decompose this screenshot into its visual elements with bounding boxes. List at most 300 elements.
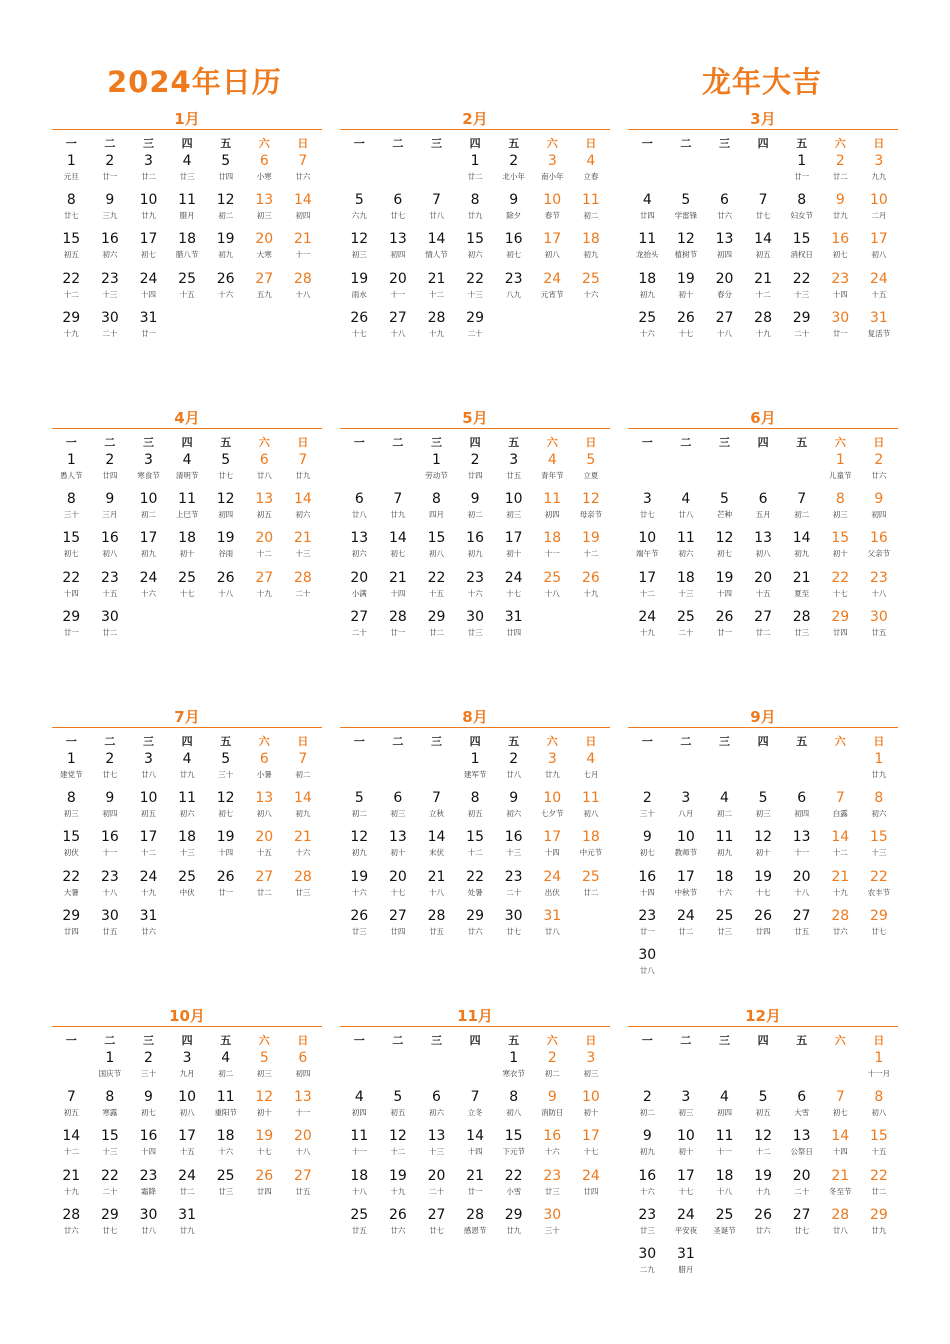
- day-cell[interactable]: [667, 230, 706, 261]
- day-cell[interactable]: [379, 270, 418, 301]
- day-cell[interactable]: [533, 1088, 572, 1119]
- day-cell[interactable]: [572, 1167, 611, 1198]
- day-cell[interactable]: [860, 270, 899, 301]
- day-cell[interactable]: [821, 270, 860, 301]
- day-cell[interactable]: [860, 750, 899, 781]
- day-cell[interactable]: [782, 191, 821, 222]
- day-cell[interactable]: [456, 529, 495, 560]
- day-cell[interactable]: [533, 529, 572, 560]
- day-cell[interactable]: [744, 230, 783, 261]
- day-cell[interactable]: [340, 529, 379, 560]
- day-cell[interactable]: [456, 569, 495, 600]
- day-cell[interactable]: [168, 451, 207, 482]
- day-cell[interactable]: [533, 191, 572, 222]
- day-cell[interactable]: [782, 270, 821, 301]
- day-cell[interactable]: [91, 868, 130, 899]
- day-cell[interactable]: [417, 789, 456, 820]
- day-cell[interactable]: [821, 868, 860, 899]
- day-cell[interactable]: [91, 608, 130, 639]
- day-cell[interactable]: [129, 152, 168, 183]
- day-cell[interactable]: [456, 907, 495, 938]
- day-cell[interactable]: [91, 828, 130, 859]
- day-cell[interactable]: [860, 309, 899, 340]
- day-cell[interactable]: [284, 529, 323, 560]
- day-cell[interactable]: [456, 1206, 495, 1237]
- day-cell[interactable]: [284, 451, 323, 482]
- day-cell[interactable]: [628, 868, 667, 899]
- day-cell[interactable]: [782, 569, 821, 600]
- day-cell[interactable]: [91, 1049, 130, 1080]
- day-cell[interactable]: [129, 828, 168, 859]
- day-cell[interactable]: [91, 569, 130, 600]
- day-cell[interactable]: [705, 1127, 744, 1158]
- day-cell[interactable]: [456, 1167, 495, 1198]
- day-cell[interactable]: [494, 152, 533, 183]
- day-cell[interactable]: [340, 1167, 379, 1198]
- day-cell[interactable]: [456, 1127, 495, 1158]
- day-cell[interactable]: [821, 191, 860, 222]
- day-cell[interactable]: [572, 1127, 611, 1158]
- day-cell[interactable]: [705, 191, 744, 222]
- day-cell[interactable]: [245, 451, 284, 482]
- day-cell[interactable]: [667, 569, 706, 600]
- day-cell[interactable]: [245, 1088, 284, 1119]
- day-cell[interactable]: [456, 750, 495, 781]
- day-cell[interactable]: [284, 152, 323, 183]
- day-cell[interactable]: [705, 569, 744, 600]
- day-cell[interactable]: [129, 1127, 168, 1158]
- day-cell[interactable]: [667, 490, 706, 521]
- day-cell[interactable]: [533, 828, 572, 859]
- day-cell[interactable]: [744, 907, 783, 938]
- day-cell[interactable]: [494, 608, 533, 639]
- day-cell[interactable]: [52, 750, 91, 781]
- day-cell[interactable]: [52, 1167, 91, 1198]
- day-cell[interactable]: [533, 1206, 572, 1237]
- day-cell[interactable]: [860, 907, 899, 938]
- day-cell[interactable]: [129, 1088, 168, 1119]
- day-cell[interactable]: [667, 1206, 706, 1237]
- day-cell[interactable]: [129, 907, 168, 938]
- day-cell[interactable]: [628, 789, 667, 820]
- day-cell[interactable]: [705, 529, 744, 560]
- day-cell[interactable]: [417, 191, 456, 222]
- day-cell[interactable]: [572, 868, 611, 899]
- day-cell[interactable]: [91, 1206, 130, 1237]
- day-cell[interactable]: [456, 789, 495, 820]
- day-cell[interactable]: [782, 1088, 821, 1119]
- day-cell[interactable]: [129, 309, 168, 340]
- day-cell[interactable]: [456, 152, 495, 183]
- day-cell[interactable]: [667, 1245, 706, 1276]
- day-cell[interactable]: [284, 1127, 323, 1158]
- day-cell[interactable]: [494, 1088, 533, 1119]
- day-cell[interactable]: [860, 868, 899, 899]
- day-cell[interactable]: [533, 230, 572, 261]
- day-cell[interactable]: [284, 789, 323, 820]
- day-cell[interactable]: [667, 1127, 706, 1158]
- day-cell[interactable]: [340, 907, 379, 938]
- day-cell[interactable]: [284, 191, 323, 222]
- day-cell[interactable]: [860, 451, 899, 482]
- day-cell[interactable]: [245, 191, 284, 222]
- day-cell[interactable]: [91, 1127, 130, 1158]
- day-cell[interactable]: [206, 868, 245, 899]
- day-cell[interactable]: [168, 569, 207, 600]
- day-cell[interactable]: [206, 750, 245, 781]
- day-cell[interactable]: [494, 191, 533, 222]
- day-cell[interactable]: [168, 152, 207, 183]
- day-cell[interactable]: [667, 1167, 706, 1198]
- day-cell[interactable]: [821, 789, 860, 820]
- day-cell[interactable]: [340, 1206, 379, 1237]
- day-cell[interactable]: [782, 608, 821, 639]
- day-cell[interactable]: [456, 828, 495, 859]
- day-cell[interactable]: [284, 750, 323, 781]
- day-cell[interactable]: [744, 789, 783, 820]
- day-cell[interactable]: [572, 230, 611, 261]
- day-cell[interactable]: [91, 529, 130, 560]
- day-cell[interactable]: [667, 529, 706, 560]
- day-cell[interactable]: [52, 309, 91, 340]
- day-cell[interactable]: [821, 608, 860, 639]
- day-cell[interactable]: [91, 490, 130, 521]
- day-cell[interactable]: [52, 789, 91, 820]
- day-cell[interactable]: [744, 868, 783, 899]
- day-cell[interactable]: [572, 828, 611, 859]
- day-cell[interactable]: [744, 608, 783, 639]
- day-cell[interactable]: [572, 569, 611, 600]
- day-cell[interactable]: [129, 750, 168, 781]
- day-cell[interactable]: [494, 451, 533, 482]
- day-cell[interactable]: [245, 789, 284, 820]
- day-cell[interactable]: [168, 529, 207, 560]
- day-cell[interactable]: [744, 569, 783, 600]
- day-cell[interactable]: [91, 451, 130, 482]
- day-cell[interactable]: [52, 1206, 91, 1237]
- day-cell[interactable]: [417, 451, 456, 482]
- day-cell[interactable]: [821, 1127, 860, 1158]
- day-cell[interactable]: [52, 490, 91, 521]
- day-cell[interactable]: [52, 451, 91, 482]
- day-cell[interactable]: [456, 270, 495, 301]
- day-cell[interactable]: [494, 828, 533, 859]
- day-cell[interactable]: [744, 828, 783, 859]
- day-cell[interactable]: [456, 230, 495, 261]
- day-cell[interactable]: [206, 789, 245, 820]
- day-cell[interactable]: [533, 152, 572, 183]
- day-cell[interactable]: [628, 828, 667, 859]
- day-cell[interactable]: [417, 309, 456, 340]
- day-cell[interactable]: [284, 230, 323, 261]
- day-cell[interactable]: [860, 1167, 899, 1198]
- day-cell[interactable]: [667, 907, 706, 938]
- day-cell[interactable]: [417, 608, 456, 639]
- day-cell[interactable]: [129, 230, 168, 261]
- day-cell[interactable]: [417, 1206, 456, 1237]
- day-cell[interactable]: [494, 1049, 533, 1080]
- day-cell[interactable]: [284, 1088, 323, 1119]
- day-cell[interactable]: [533, 907, 572, 938]
- day-cell[interactable]: [667, 191, 706, 222]
- day-cell[interactable]: [417, 1088, 456, 1119]
- day-cell[interactable]: [284, 828, 323, 859]
- day-cell[interactable]: [782, 529, 821, 560]
- day-cell[interactable]: [821, 490, 860, 521]
- day-cell[interactable]: [379, 1088, 418, 1119]
- day-cell[interactable]: [744, 191, 783, 222]
- day-cell[interactable]: [417, 270, 456, 301]
- day-cell[interactable]: [379, 191, 418, 222]
- day-cell[interactable]: [245, 529, 284, 560]
- day-cell[interactable]: [494, 1127, 533, 1158]
- day-cell[interactable]: [628, 309, 667, 340]
- day-cell[interactable]: [705, 309, 744, 340]
- day-cell[interactable]: [628, 1088, 667, 1119]
- day-cell[interactable]: [494, 270, 533, 301]
- day-cell[interactable]: [340, 868, 379, 899]
- day-cell[interactable]: [860, 828, 899, 859]
- day-cell[interactable]: [379, 789, 418, 820]
- day-cell[interactable]: [91, 750, 130, 781]
- day-cell[interactable]: [667, 1088, 706, 1119]
- day-cell[interactable]: [379, 1167, 418, 1198]
- day-cell[interactable]: [533, 1049, 572, 1080]
- day-cell[interactable]: [744, 1167, 783, 1198]
- day-cell[interactable]: [782, 309, 821, 340]
- day-cell[interactable]: [340, 270, 379, 301]
- day-cell[interactable]: [52, 608, 91, 639]
- day-cell[interactable]: [206, 451, 245, 482]
- day-cell[interactable]: [494, 868, 533, 899]
- day-cell[interactable]: [206, 191, 245, 222]
- day-cell[interactable]: [821, 230, 860, 261]
- day-cell[interactable]: [744, 529, 783, 560]
- day-cell[interactable]: [129, 451, 168, 482]
- day-cell[interactable]: [572, 1049, 611, 1080]
- day-cell[interactable]: [129, 1206, 168, 1237]
- day-cell[interactable]: [667, 608, 706, 639]
- day-cell[interactable]: [129, 1167, 168, 1198]
- day-cell[interactable]: [91, 230, 130, 261]
- day-cell[interactable]: [168, 1127, 207, 1158]
- day-cell[interactable]: [206, 490, 245, 521]
- day-cell[interactable]: [245, 152, 284, 183]
- day-cell[interactable]: [860, 191, 899, 222]
- day-cell[interactable]: [379, 309, 418, 340]
- day-cell[interactable]: [860, 569, 899, 600]
- day-cell[interactable]: [129, 569, 168, 600]
- day-cell[interactable]: [340, 569, 379, 600]
- day-cell[interactable]: [52, 907, 91, 938]
- day-cell[interactable]: [744, 1127, 783, 1158]
- day-cell[interactable]: [379, 230, 418, 261]
- day-cell[interactable]: [168, 490, 207, 521]
- day-cell[interactable]: [744, 490, 783, 521]
- day-cell[interactable]: [628, 946, 667, 977]
- day-cell[interactable]: [168, 270, 207, 301]
- day-cell[interactable]: [628, 907, 667, 938]
- day-cell[interactable]: [52, 152, 91, 183]
- day-cell[interactable]: [340, 789, 379, 820]
- day-cell[interactable]: [628, 230, 667, 261]
- day-cell[interactable]: [782, 907, 821, 938]
- day-cell[interactable]: [705, 828, 744, 859]
- day-cell[interactable]: [206, 152, 245, 183]
- day-cell[interactable]: [705, 1167, 744, 1198]
- day-cell[interactable]: [168, 191, 207, 222]
- day-cell[interactable]: [572, 451, 611, 482]
- day-cell[interactable]: [533, 490, 572, 521]
- day-cell[interactable]: [52, 828, 91, 859]
- day-cell[interactable]: [206, 1049, 245, 1080]
- day-cell[interactable]: [494, 907, 533, 938]
- day-cell[interactable]: [705, 1206, 744, 1237]
- day-cell[interactable]: [340, 1088, 379, 1119]
- day-cell[interactable]: [379, 1127, 418, 1158]
- day-cell[interactable]: [245, 1127, 284, 1158]
- day-cell[interactable]: [206, 569, 245, 600]
- day-cell[interactable]: [456, 309, 495, 340]
- day-cell[interactable]: [129, 191, 168, 222]
- day-cell[interactable]: [91, 191, 130, 222]
- day-cell[interactable]: [860, 608, 899, 639]
- day-cell[interactable]: [379, 1206, 418, 1237]
- day-cell[interactable]: [782, 828, 821, 859]
- day-cell[interactable]: [340, 191, 379, 222]
- day-cell[interactable]: [456, 191, 495, 222]
- day-cell[interactable]: [284, 868, 323, 899]
- day-cell[interactable]: [379, 868, 418, 899]
- day-cell[interactable]: [821, 828, 860, 859]
- day-cell[interactable]: [533, 1127, 572, 1158]
- day-cell[interactable]: [821, 569, 860, 600]
- day-cell[interactable]: [667, 828, 706, 859]
- day-cell[interactable]: [533, 750, 572, 781]
- day-cell[interactable]: [456, 1088, 495, 1119]
- day-cell[interactable]: [129, 789, 168, 820]
- day-cell[interactable]: [168, 1206, 207, 1237]
- day-cell[interactable]: [533, 868, 572, 899]
- day-cell[interactable]: [705, 270, 744, 301]
- day-cell[interactable]: [417, 529, 456, 560]
- day-cell[interactable]: [860, 230, 899, 261]
- day-cell[interactable]: [91, 1088, 130, 1119]
- day-cell[interactable]: [860, 789, 899, 820]
- day-cell[interactable]: [168, 230, 207, 261]
- day-cell[interactable]: [821, 1167, 860, 1198]
- day-cell[interactable]: [52, 868, 91, 899]
- day-cell[interactable]: [744, 309, 783, 340]
- day-cell[interactable]: [821, 451, 860, 482]
- day-cell[interactable]: [667, 789, 706, 820]
- day-cell[interactable]: [129, 490, 168, 521]
- day-cell[interactable]: [744, 1206, 783, 1237]
- day-cell[interactable]: [494, 1167, 533, 1198]
- day-cell[interactable]: [245, 828, 284, 859]
- day-cell[interactable]: [417, 868, 456, 899]
- day-cell[interactable]: [52, 230, 91, 261]
- day-cell[interactable]: [129, 1049, 168, 1080]
- day-cell[interactable]: [284, 270, 323, 301]
- day-cell[interactable]: [821, 1206, 860, 1237]
- day-cell[interactable]: [379, 529, 418, 560]
- day-cell[interactable]: [379, 828, 418, 859]
- day-cell[interactable]: [572, 270, 611, 301]
- day-cell[interactable]: [284, 1167, 323, 1198]
- day-cell[interactable]: [456, 608, 495, 639]
- day-cell[interactable]: [860, 152, 899, 183]
- day-cell[interactable]: [379, 907, 418, 938]
- day-cell[interactable]: [860, 529, 899, 560]
- day-cell[interactable]: [52, 270, 91, 301]
- day-cell[interactable]: [782, 230, 821, 261]
- day-cell[interactable]: [860, 1049, 899, 1080]
- day-cell[interactable]: [245, 270, 284, 301]
- day-cell[interactable]: [821, 152, 860, 183]
- day-cell[interactable]: [628, 1206, 667, 1237]
- day-cell[interactable]: [860, 1206, 899, 1237]
- day-cell[interactable]: [667, 309, 706, 340]
- day-cell[interactable]: [91, 1167, 130, 1198]
- day-cell[interactable]: [91, 309, 130, 340]
- day-cell[interactable]: [206, 529, 245, 560]
- day-cell[interactable]: [667, 868, 706, 899]
- day-cell[interactable]: [52, 1088, 91, 1119]
- day-cell[interactable]: [206, 230, 245, 261]
- day-cell[interactable]: [628, 1127, 667, 1158]
- day-cell[interactable]: [129, 868, 168, 899]
- day-cell[interactable]: [628, 569, 667, 600]
- day-cell[interactable]: [245, 868, 284, 899]
- day-cell[interactable]: [417, 1127, 456, 1158]
- day-cell[interactable]: [456, 868, 495, 899]
- day-cell[interactable]: [705, 789, 744, 820]
- day-cell[interactable]: [91, 270, 130, 301]
- day-cell[interactable]: [456, 490, 495, 521]
- day-cell[interactable]: [284, 490, 323, 521]
- day-cell[interactable]: [628, 1167, 667, 1198]
- day-cell[interactable]: [494, 230, 533, 261]
- day-cell[interactable]: [494, 1206, 533, 1237]
- day-cell[interactable]: [340, 828, 379, 859]
- day-cell[interactable]: [572, 152, 611, 183]
- day-cell[interactable]: [744, 1088, 783, 1119]
- day-cell[interactable]: [667, 270, 706, 301]
- day-cell[interactable]: [782, 868, 821, 899]
- day-cell[interactable]: [206, 1167, 245, 1198]
- day-cell[interactable]: [860, 490, 899, 521]
- day-cell[interactable]: [340, 608, 379, 639]
- day-cell[interactable]: [744, 270, 783, 301]
- day-cell[interactable]: [168, 828, 207, 859]
- day-cell[interactable]: [494, 789, 533, 820]
- day-cell[interactable]: [821, 309, 860, 340]
- day-cell[interactable]: [456, 451, 495, 482]
- day-cell[interactable]: [245, 569, 284, 600]
- day-cell[interactable]: [245, 1167, 284, 1198]
- day-cell[interactable]: [284, 569, 323, 600]
- day-cell[interactable]: [52, 529, 91, 560]
- day-cell[interactable]: [821, 907, 860, 938]
- day-cell[interactable]: [705, 868, 744, 899]
- day-cell[interactable]: [705, 1088, 744, 1119]
- day-cell[interactable]: [206, 1127, 245, 1158]
- day-cell[interactable]: [168, 1049, 207, 1080]
- day-cell[interactable]: [494, 750, 533, 781]
- day-cell[interactable]: [628, 490, 667, 521]
- day-cell[interactable]: [168, 789, 207, 820]
